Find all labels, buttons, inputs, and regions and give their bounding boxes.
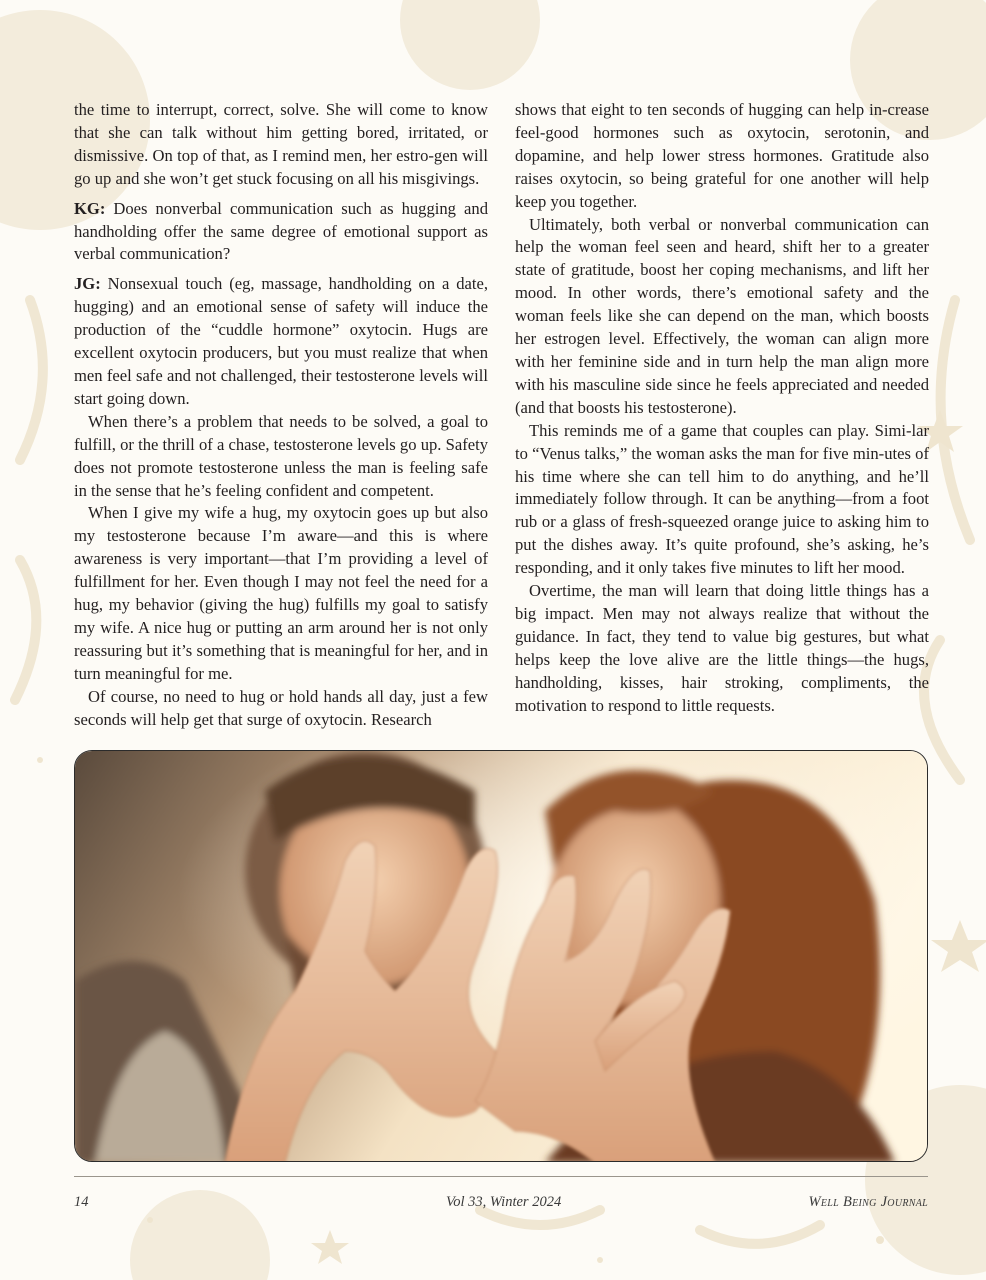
question-text: Does nonverbal communication such as hugging and handholding offer the same degree of emotional support as verbal communication? xyxy=(74,198,488,264)
couple-heart-hands-photo xyxy=(74,750,928,1162)
article-paragraph: the time to interrupt, correct, solve. She will come to know that she can talk without him getting bored, irritated, or dismissive. On top of that, as I remind men, her estro-gen will go up and she won’t get stuck focusing on all his misgivings. xyxy=(74,100,488,188)
journal-name: Well Being Journal xyxy=(808,1194,928,1210)
interview-answer xyxy=(74,273,488,410)
article-paragraph: When there’s a problem that needs to be solved, a goal to fulfill, or the thrill of a chase, testosterone levels go up. Safety does not promote testosterone unless the man is feeling safe in the sense that he’s feeling confident and competent. xyxy=(74,411,488,500)
speaker-label: JG: xyxy=(74,274,101,294)
article-left-column xyxy=(74,99,488,731)
footer-rule xyxy=(74,1176,928,1177)
article-paragraph: When I give my wife a hug, my oxytocin goes up but also my testosterone because I’m aware—and this is where awareness is very important—that I’m providing a level of fulfillment for her. Even though I may not feel the need for a hug, my behavior (giving the hug) fulfills my goal to satisfy my wife. A nice hug or putting an arm around her is not only reassuring but it’s something that is meaningful for her, and in turn meaningful for me. xyxy=(74,503,488,683)
page-number: 14 xyxy=(74,1194,89,1210)
article-right-column xyxy=(515,99,929,717)
article-paragraph: Overtime, the man will learn that doing little things has a big impact. Men may not always realize that without the guidance. In fact, they tend to value big gestures, but what helps keep the love alive are the little things—the hugs, handholding, kisses, hair stroking, compliments, the motivation to respond to little requests. xyxy=(515,581,929,715)
article-paragraph: Ultimately, both verbal or nonverbal communication can help the woman feel seen and heard, shift her to a greater state of gratitude, boost her coping mechanisms, and lift her mood. In other words, there’s emotional safety and the woman feels like she can depend on the man, which boosts her estrogen level. Effectively, the woman can align more with her feminine side and in turn help the man align more with his masculine side since he feels appreciated and needed (and that boosts his testosterone). xyxy=(515,214,929,417)
answer-text: Nonsexual touch (eg, massage, handholding on a date, hugging) and an emotional sense of safety will induce the production of the “cuddle hormone” oxytocin. Hugs are excellent oxytocin producers, but you must realize that when men feel safe and not challenged, their testosterone levels will start going down. xyxy=(74,274,488,408)
article-paragraph: Of course, no need to hug or hold hands all day, just a few seconds will help get that surge of oxytocin. Research xyxy=(74,686,488,729)
interview-question xyxy=(74,198,488,267)
issue-volume: Vol 33, Winter 2024 xyxy=(446,1194,562,1210)
article-paragraph: This reminds me of a game that couples can play. Simi-lar to “Venus talks,” the woman asks the man for five min-utes of his time where she can tell him to do anything, and he’ll immediately follow through. It can be anything—from a foot rub or a glass of fresh-squeezed orange juice to asking him to put the dishes away. It’s quite profound, she’s asking, he’s responding, and it only takes five minutes to lift her mood. xyxy=(515,420,929,578)
article-paragraph: shows that eight to ten seconds of hugging can help in-crease feel-good hormones such as oxytocin, serotonin, and dopamine, and help lower stress hormones. Gratitude also raises oxytocin, so being grateful for one another will help keep you together. xyxy=(515,100,929,211)
speaker-label: KG: xyxy=(74,198,106,218)
